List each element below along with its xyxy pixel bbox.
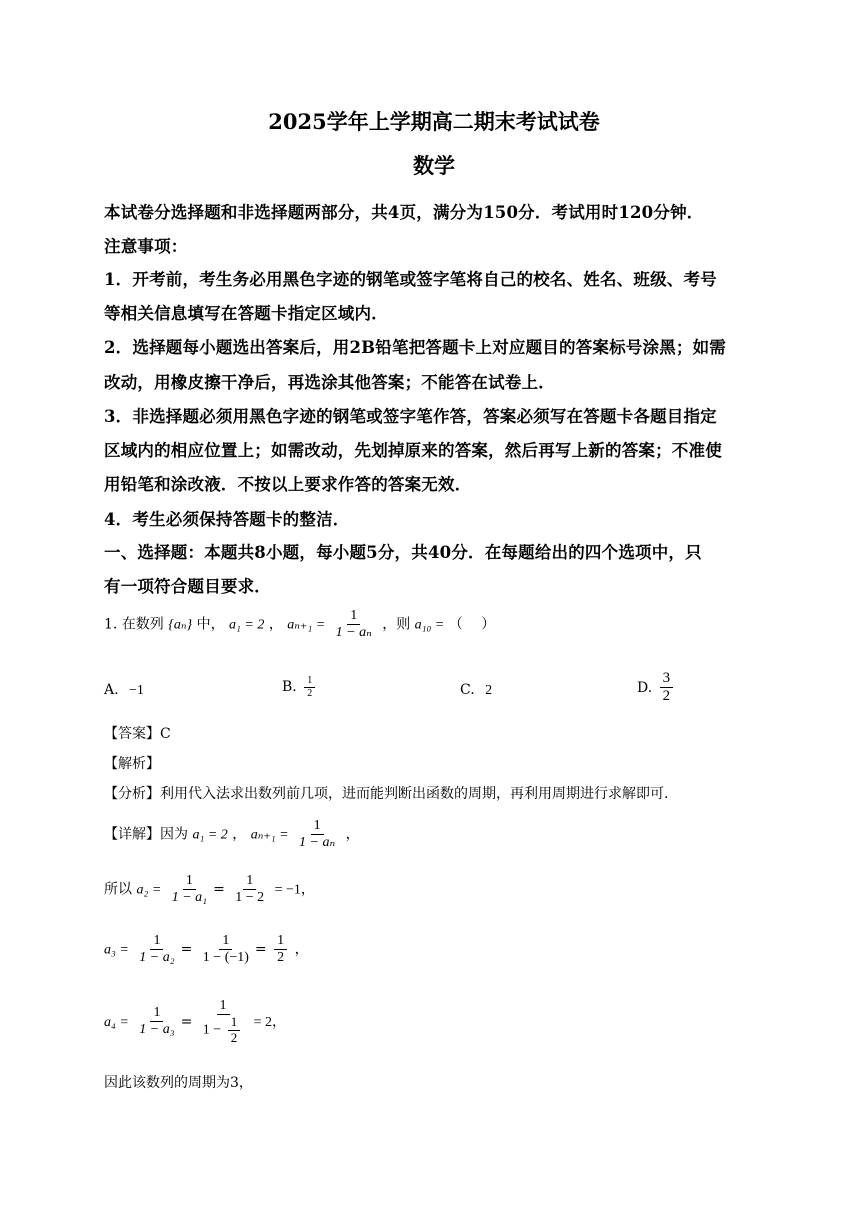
a3-fraction bbox=[136, 933, 177, 966]
recurrence-lhs: aₙ₊₁ = bbox=[250, 827, 289, 843]
fraction-numerator: 1 bbox=[347, 608, 360, 625]
a2-lhs: a₂ = bbox=[136, 882, 162, 898]
answer-blank: （ ） bbox=[448, 616, 496, 633]
fraction-numerator: 1 bbox=[150, 933, 163, 950]
fraction-numerator: 3 bbox=[660, 670, 674, 688]
fraction-numerator: 1 bbox=[183, 873, 196, 890]
fraction-numerator: 1 bbox=[304, 675, 315, 688]
option-fraction bbox=[660, 670, 674, 706]
question-separator: ， bbox=[268, 616, 283, 633]
fraction-denominator: 1 − aₙ bbox=[299, 835, 336, 851]
conclusion-text: 因此该数列的周期为3， bbox=[104, 1075, 253, 1091]
fraction-denominator: 2 bbox=[662, 688, 671, 705]
option-fraction bbox=[304, 675, 315, 699]
fraction-numerator: 1 bbox=[217, 998, 230, 1015]
notice-line: 用铅笔和涂改液．不按以上要求作答的答案无效． bbox=[104, 475, 472, 494]
a4-fraction bbox=[200, 998, 246, 1046]
notice-line: 4．考生必须保持答题卡的整洁． bbox=[104, 510, 350, 529]
option-b bbox=[282, 675, 318, 699]
a3-fraction bbox=[200, 933, 252, 966]
a4-fraction bbox=[136, 1005, 177, 1038]
option-label: B. bbox=[282, 679, 297, 695]
subject-title: 数学 bbox=[413, 153, 455, 178]
detail-end: ， bbox=[345, 826, 360, 843]
a3-fraction bbox=[274, 933, 287, 966]
option-a bbox=[104, 682, 144, 699]
question-mid: 中， bbox=[196, 616, 225, 633]
option-label: A. bbox=[104, 682, 119, 698]
intro-text: 本试卷分选择题和非选择题两部分，共4页，满分为150分．考试用时120分钟． bbox=[104, 203, 704, 222]
question-prefix: 1. 在数列 bbox=[104, 616, 164, 633]
section-heading: 一、选择题：本题共8小题，每小题5分，共40分．在每题给出的四个选项中，只 bbox=[104, 543, 702, 562]
recurrence-lhs: aₙ₊₁ = bbox=[287, 617, 326, 633]
sequence-symbol: {aₙ} bbox=[168, 617, 193, 633]
fraction-denominator: 1 − a₃ bbox=[139, 1022, 175, 1038]
a2-fraction bbox=[169, 873, 210, 906]
notice-heading: 注意事项： bbox=[104, 237, 188, 256]
notice-line: 2．选择题每小题选出答案后，用2B铅笔把答题卡上对应题目的答案标号涂黑；如需 bbox=[104, 338, 727, 357]
nested-fraction bbox=[228, 1015, 241, 1046]
analysis-text: 【分析】利用代入法求出数列前几项，进而能判断出函数的周期，再利用周期进行求解即可. bbox=[104, 786, 669, 802]
a3-lhs: a₃ = bbox=[104, 942, 129, 958]
fraction-denominator: 2 bbox=[277, 950, 285, 966]
fraction-denominator: 1 − (−1) bbox=[202, 950, 249, 966]
notice-line: 3．非选择题必须用黑色字迹的钢笔或签字笔作答，答案必须写在答题卡各题目指定 bbox=[104, 407, 717, 426]
fraction-numerator: 1 bbox=[243, 873, 256, 890]
fraction-denominator: 1 − a₂ bbox=[139, 950, 175, 966]
answer-line: 【答案】C bbox=[104, 726, 171, 742]
fraction-numerator: 1 bbox=[311, 818, 324, 835]
notice-line: 区域内的相应位置上；如需改动，先划掉原来的答案，然后再写上新的答案；不准使 bbox=[104, 441, 722, 460]
question-tail: ，则 bbox=[382, 616, 411, 633]
option-value: 2 bbox=[485, 683, 493, 698]
a2-result: = −1， bbox=[274, 882, 315, 898]
recurrence-fraction bbox=[333, 608, 375, 641]
option-label: D. bbox=[637, 679, 653, 696]
fraction-denominator: 2 bbox=[307, 687, 313, 699]
initial-term: a₁ = 2 bbox=[229, 617, 265, 633]
a4-result: = 2， bbox=[253, 1014, 287, 1030]
recurrence-fraction bbox=[296, 818, 338, 851]
fraction-denominator bbox=[200, 1015, 246, 1046]
fraction-numerator: 1 bbox=[228, 1015, 241, 1031]
target-term: a₁₀ = bbox=[414, 617, 445, 633]
option-label: C. bbox=[460, 682, 475, 698]
option-value: −1 bbox=[129, 683, 144, 698]
detail-line bbox=[104, 818, 360, 851]
exam-title: 2025学年上学期高二期末考试试卷 bbox=[268, 109, 600, 134]
a4-equation: a₄ = $\frac{1}{\text{1 − a₃}}$ = 1 1 − $\frac{1}{2}$ = 2， bbox=[104, 998, 287, 1046]
section-heading: 有一项符合题目要求． bbox=[104, 577, 271, 596]
denominator-prefix: 1 − bbox=[202, 1022, 222, 1038]
a2-equation: 所以 a₂ = $\frac{1}{\text{1 − a₁}}$ = $\frac{1}{1 - 2}$ = −1， bbox=[104, 873, 315, 906]
so-text: 所以 bbox=[104, 881, 132, 898]
given-term: a₁ = 2 bbox=[192, 827, 228, 843]
fraction-numerator: 1 bbox=[150, 1005, 163, 1022]
fraction-numerator: 1 bbox=[219, 933, 232, 950]
detail-prefix: 【详解】因为 bbox=[104, 826, 188, 843]
a4-lhs: a₄ = bbox=[104, 1014, 129, 1030]
fraction-denominator: 1 − a₁ bbox=[171, 890, 208, 906]
notice-line: 1．开考前，考生务必用黑色字迹的钢笔或签字笔将自己的校名、姓名、班级、考号 bbox=[104, 270, 717, 289]
option-c bbox=[460, 682, 492, 699]
fraction-denominator: 2 bbox=[230, 1030, 238, 1046]
a3-equation: a₃ = $\frac{1}{\text{1 − a₂}}$ = $\frac{1}{1 - (-1)}$ = $\frac{1}{2}$ ， bbox=[104, 933, 309, 966]
fraction-numerator: 1 bbox=[274, 933, 287, 950]
question-1 bbox=[104, 608, 495, 641]
option-d bbox=[637, 670, 676, 706]
detail-separator: ， bbox=[232, 826, 247, 843]
notice-line: 等相关信息填写在答题卡指定区域内． bbox=[104, 304, 388, 323]
a2-fraction bbox=[232, 873, 267, 906]
fraction-denominator: 1 − 2 bbox=[235, 890, 265, 906]
analysis-heading: 【解析】 bbox=[104, 756, 160, 772]
fraction-denominator: 1 − aₙ bbox=[335, 625, 372, 641]
notice-line: 改动，用橡皮擦干净后，再选涂其他答案；不能答在试卷上． bbox=[104, 373, 555, 392]
